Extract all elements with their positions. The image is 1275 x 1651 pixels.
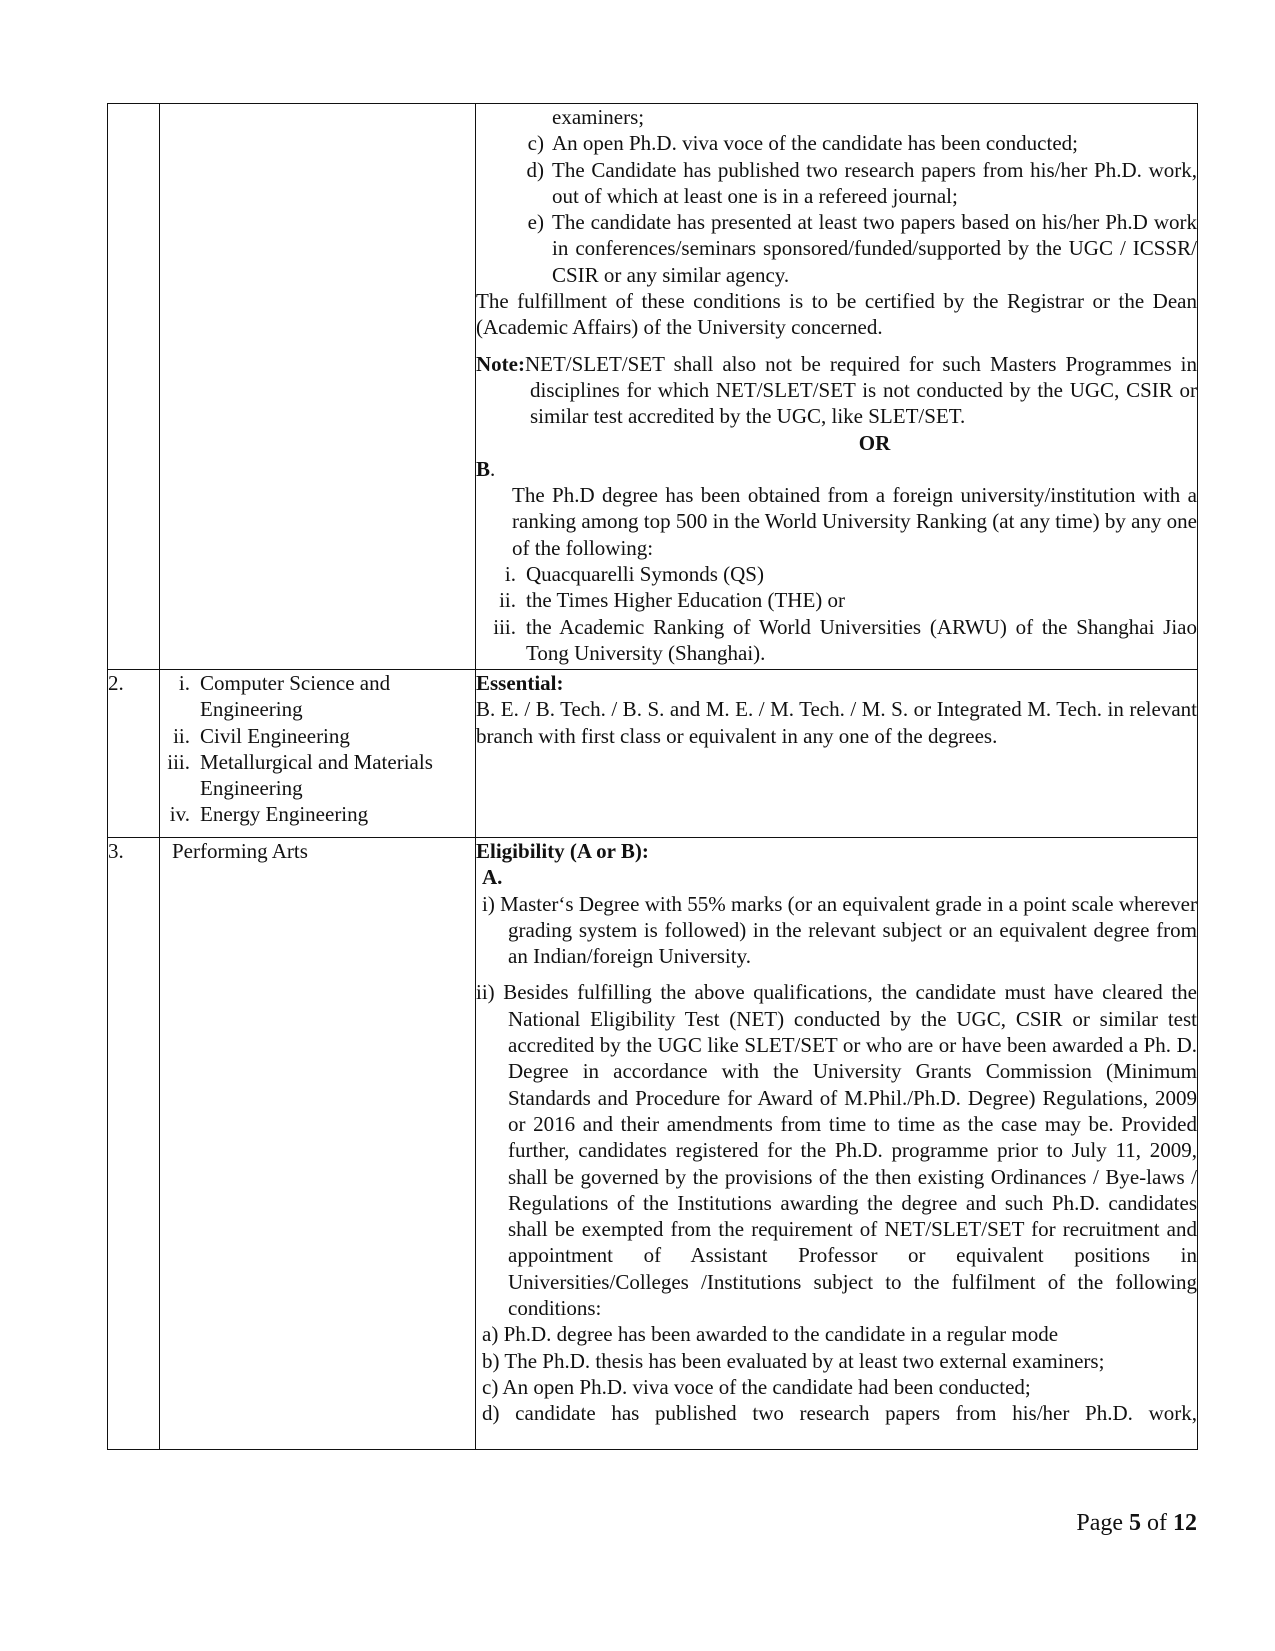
essential-text: B. E. / B. Tech. / B. S. and M. E. / M. Tech. / M. S. or Integrated M. Tech. in relevant branch with first class or equivalent in any one of the degrees. (476, 697, 1197, 748)
ranking-item (476, 587, 1197, 613)
serial-number-cell (108, 104, 160, 670)
condition-item: c) An open Ph.D. viva voce of the candidate had been conducted; (482, 1374, 1031, 1399)
certification-text: The fulfillment of these conditions is to be certified by the Registrar or the Dean (Academic Affairs) of the University concerned. (476, 289, 1197, 340)
condition-item: b) The Ph.D. thesis has been evaluated by at least two external examiners; (482, 1348, 1105, 1373)
essential-heading (476, 670, 1197, 696)
category-cell (160, 670, 476, 838)
page-prefix: Page (1076, 1510, 1129, 1536)
page-of: of (1141, 1510, 1173, 1536)
discipline-marker: iii. (167, 749, 190, 774)
discipline-marker: iv. (169, 802, 190, 827)
table-row (108, 670, 1198, 838)
serial-number-cell (108, 670, 160, 838)
option-b-dot: . (490, 456, 496, 481)
discipline-name: Computer Science and Engineering (200, 671, 391, 722)
total-pages: 12 (1173, 1510, 1197, 1536)
serial-number: 3. (108, 839, 124, 863)
current-page: 5 (1129, 1510, 1141, 1536)
or-divider (476, 430, 1197, 456)
eligibility-cell (476, 104, 1198, 670)
condition-item (476, 130, 1197, 156)
option-a-heading (476, 864, 1197, 890)
serial-number-cell (108, 838, 160, 1450)
discipline-item (160, 670, 475, 723)
discipline-name: Civil Engineering (200, 723, 350, 748)
serial-number: 2. (108, 671, 124, 695)
ranking-item (476, 614, 1197, 667)
item-text: The candidate has presented at least two papers based on his/her Ph.D work in conferences/seminars sponsored/funded/supported by the UGC / ICSSR/ CSIR or any similar agency. (552, 210, 1197, 287)
ranking-text: the Times Higher Education (THE) or (526, 588, 846, 613)
category-cell (160, 104, 476, 670)
ranking-marker: ii. (499, 588, 516, 613)
eligibility-label: Eligibility (A or B): (476, 839, 649, 863)
option-a-label: A. (482, 865, 503, 890)
eligibility-cell (476, 670, 1198, 838)
qualification-ii: ii) Besides fulfilling the above qualifications, the candidate must have cleared the National Eligibility Test (NET) conducted by the UGC, CSIR or similar test accredited by the UGC like SLET/SET or who are or have been awarded a Ph. D. Degree in accordance with the University Grants Commission (Minimum Standards and Procedure for Award of M.Phil./Ph.D. Degree) Regulations, 2009 or 2016 and their amendments from time to time as the case may be. Provided further, candidates registered for the Ph.D. programme prior to July 11, 2009, shall be governed by the provisions of the then existing Ordinances / Bye-laws / Regulations of the Institutions awarding the degree and such Ph.D. candidates shall be exempted from the requirement of NET/SLET/SET for recruitment and appointment of Assistant Professor or equivalent positions in Universities/Colleges /Institutions subject to the fulfilment of the following conditions: (476, 980, 1197, 1321)
ranking-item (476, 561, 1197, 587)
page-number (1076, 1510, 1197, 1537)
item-text: The Candidate has published two research papers from his/her Ph.D. work, out of which at least one is in a refereed journal; (552, 157, 1197, 208)
ranking-text: Quacquarelli Symonds (QS) (526, 562, 764, 587)
option-b-label: B (476, 456, 491, 481)
option-b-text: The Ph.D degree has been obtained from a foreign university/institution with a ranking among top 500 in the World University Ranking (at any time) by any one of the following: (512, 483, 1197, 560)
discipline-item (160, 749, 475, 802)
note-text: NET/SLET/SET shall also not be required for such Masters Programmes in disciplines for which NET/SLET/SET is not conducted by the UGC, CSIR or similar test accredited by the UGC, like SLET/SET. (524, 351, 1197, 429)
discipline-marker: i. (178, 671, 190, 695)
eligibility-table (107, 103, 1198, 1450)
ranking-marker: iii. (493, 614, 516, 639)
note-label: Note: (476, 351, 525, 376)
option-b-heading (476, 456, 1197, 482)
qualification-i: i) Master‘s Degree with 55% marks (or an equivalent grade in a point scale wherever grading system is followed) in the relevant subject or an equivalent degree from an Indian/foreign University. (482, 891, 1197, 969)
table-row (108, 104, 1198, 670)
condition-item (476, 157, 1197, 210)
discipline-name: Performing Arts (172, 839, 308, 863)
condition-item (476, 209, 1197, 288)
item-marker: e) (527, 210, 544, 235)
item-marker: d) (526, 157, 544, 182)
item-marker: c) (527, 131, 544, 156)
discipline-name: Energy Engineering (200, 802, 369, 827)
eligibility-cell (476, 838, 1198, 1450)
category-cell (160, 838, 476, 1450)
eligibility-heading (476, 838, 1197, 864)
condition-item: a) Ph.D. degree has been awarded to the candidate in a regular mode (482, 1322, 1059, 1347)
note-paragraph (476, 351, 1197, 430)
essential-label: Essential: (476, 671, 564, 695)
ranking-text: the Academic Ranking of World Universities (ARWU) of the Shanghai Jiao Tong University (Shanghai). (526, 614, 1197, 665)
discipline-item (160, 723, 475, 749)
condition-item: d) candidate has published two research papers from his/her Ph.D. work, (482, 1401, 1197, 1426)
item-text: An open Ph.D. viva voce of the candidate has been conducted; (552, 131, 1078, 156)
or-label: OR (858, 430, 891, 455)
discipline-marker: ii. (173, 723, 190, 748)
discipline-item (160, 801, 475, 827)
table-row (108, 838, 1198, 1450)
discipline-name: Metallurgical and Materials Engineering (200, 749, 433, 801)
continuation-line: examiners; (552, 105, 645, 129)
ranking-marker: i. (504, 562, 516, 587)
